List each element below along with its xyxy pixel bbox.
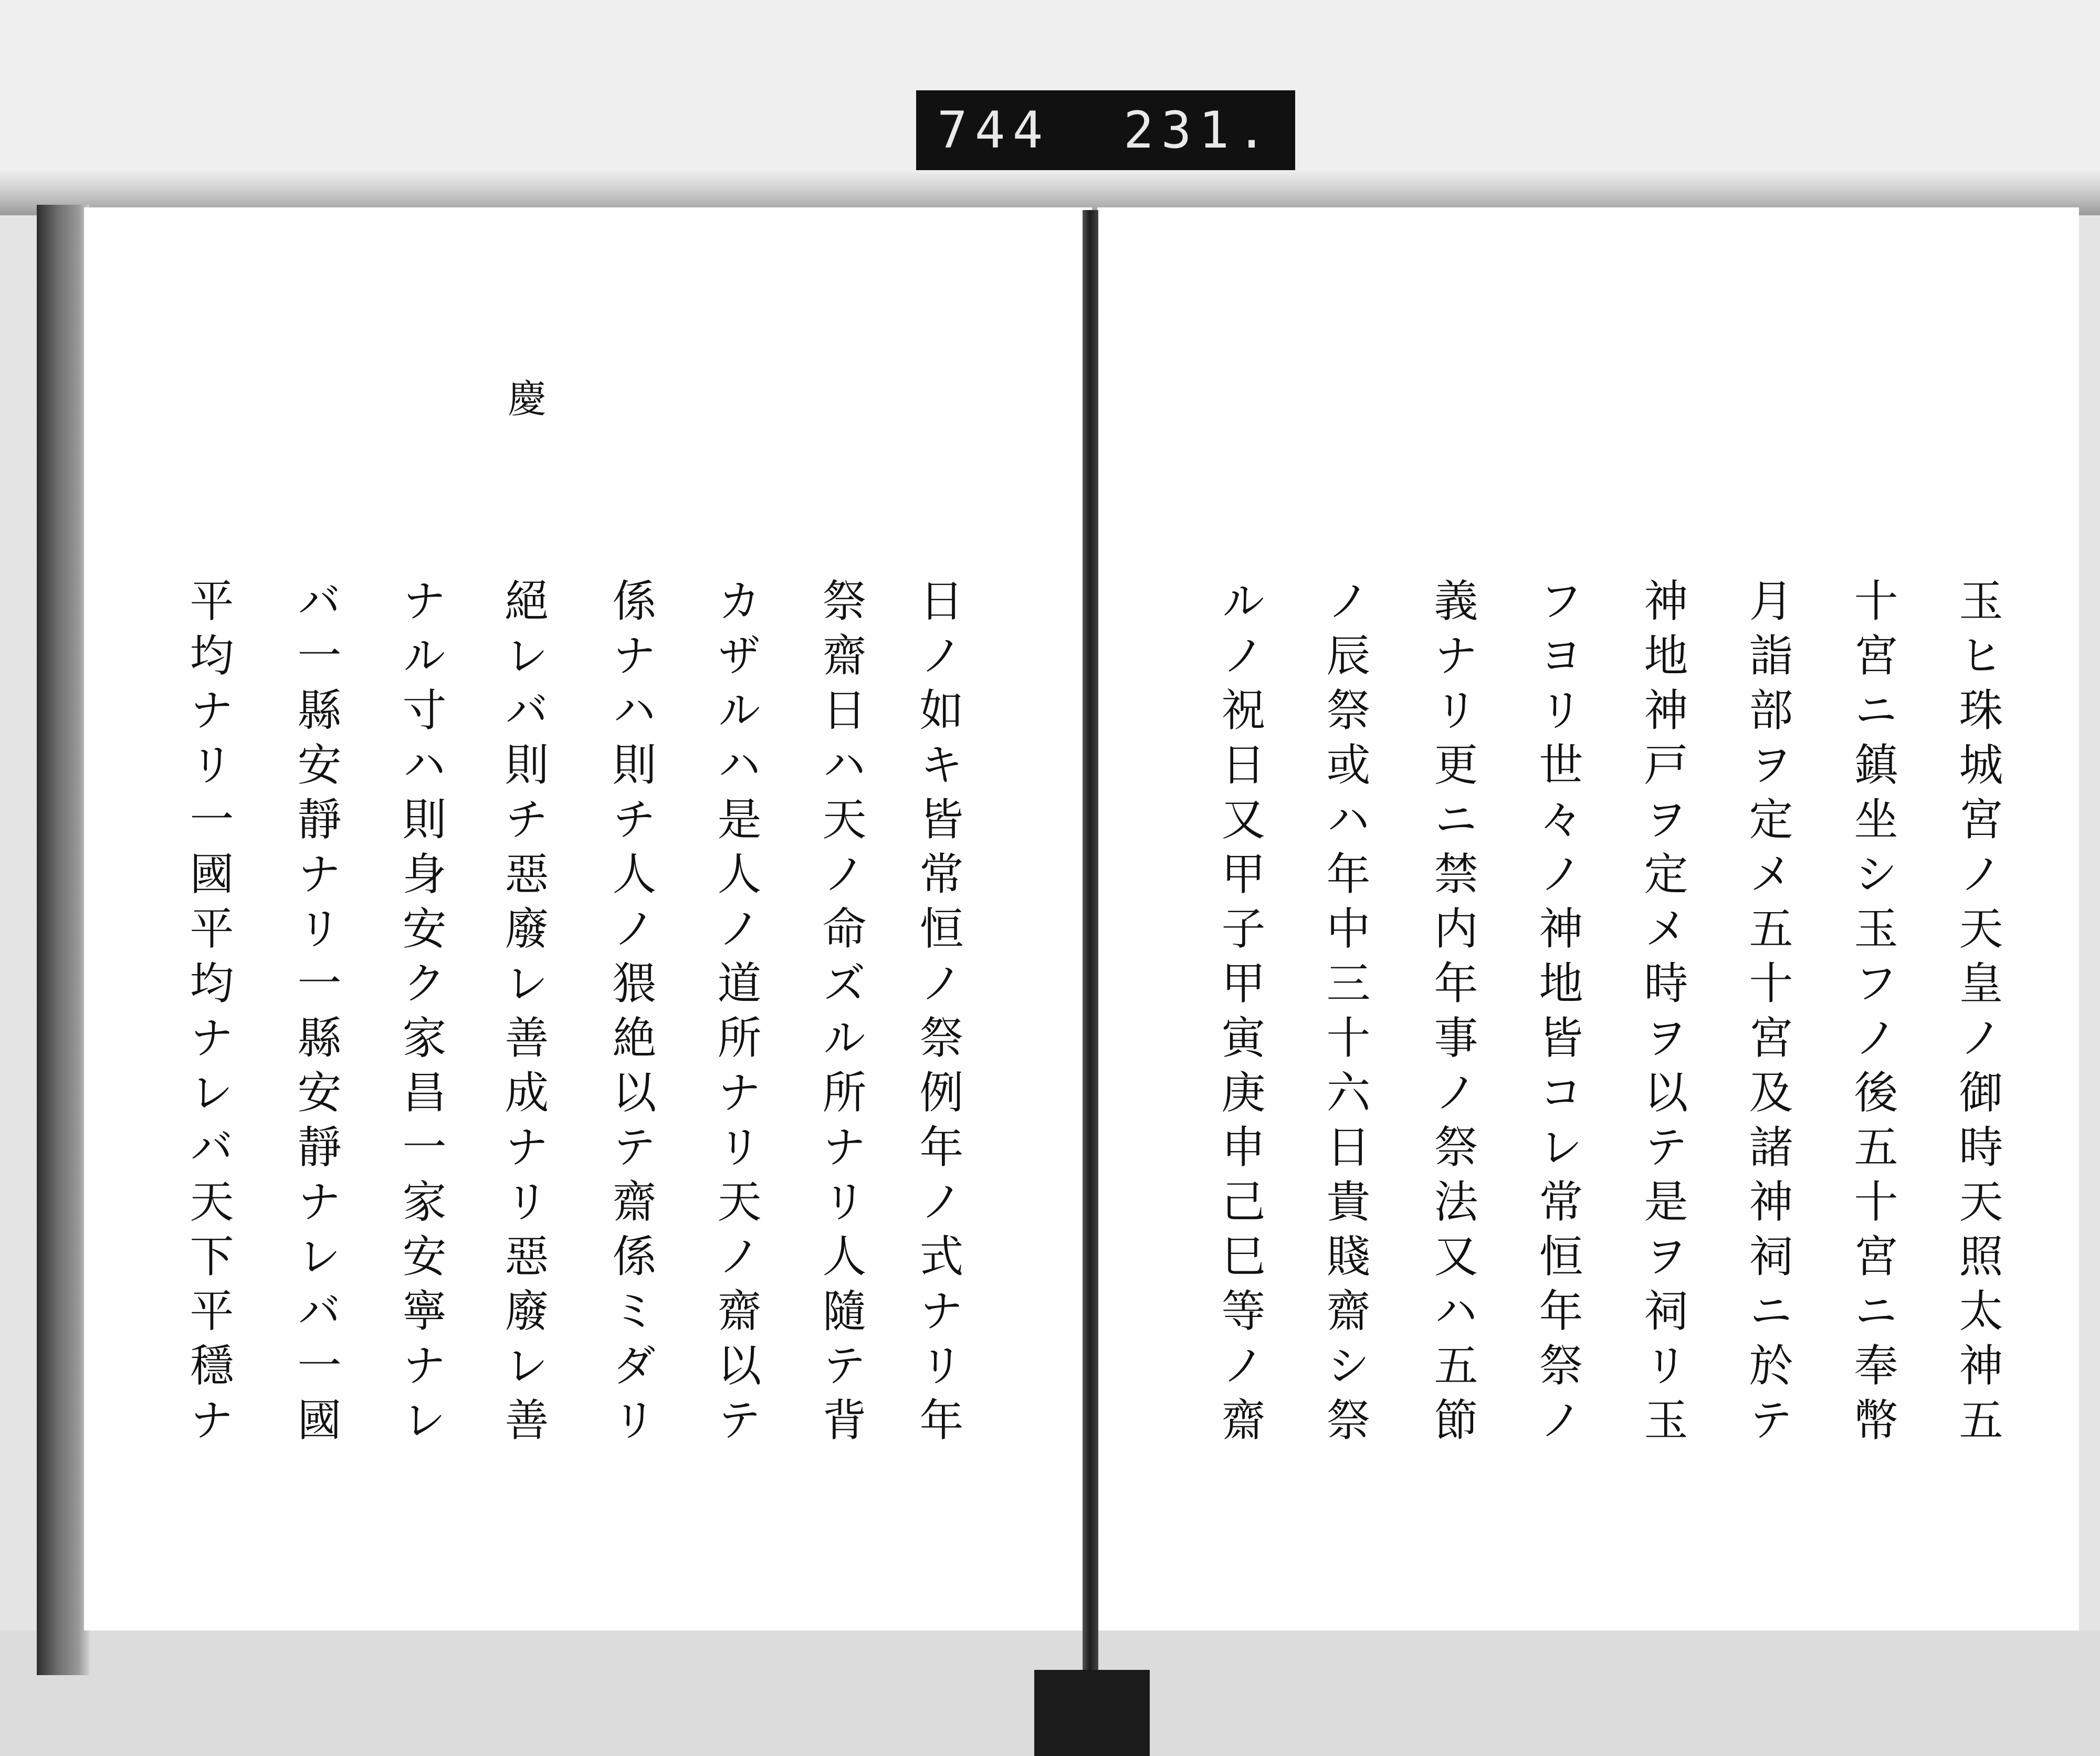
right-page-column: 十宮ニ鎮坐シ玉フノ後五十宮ニ奉幣 (1847, 578, 1898, 1451)
left-page-column: 係ナハ則チ人ノ猥絶以テ齋係ミダリ (605, 578, 657, 1451)
left-page-column: 絕レバ則チ惡廢レ善成ナリ惡廢レ善 (498, 578, 549, 1451)
left-page-heading: 慶 (501, 378, 547, 417)
frame-counter-left: 744 (937, 101, 1051, 160)
right-page-column: 玉ヒ珠城宮ノ天皇ノ御時天照太神五 (1952, 578, 2003, 1451)
left-page-column: 祭齋日ハ天ノ命ズル所ナリ人隨テ背 (815, 578, 867, 1451)
left-page-column: バ一縣安靜ナリ一縣安靜ナレバ一國 (290, 578, 342, 1451)
gutter-clip (1034, 1670, 1150, 1756)
right-page-column: ノ辰祭或ハ年中三十六日貴賤齋シ祭 (1319, 578, 1371, 1451)
left-page-column: 平均ナリ一國平均ナレバ天下平穩ナ (183, 578, 234, 1451)
right-page-column: 神地神戸ヲ定メ時ヲ以テ是ヲ祠リ玉 (1637, 578, 1688, 1451)
frame-counter-right: 231. (1123, 101, 1274, 160)
book-edge (37, 205, 89, 1675)
frame-counter (916, 90, 1295, 170)
left-page-column: カザルハ是人ノ道所ナリ天ノ齋以テ (710, 578, 762, 1451)
right-page-column: 月詣部ヲ定メ五十宮及諸神祠ニ於テ (1742, 578, 1793, 1451)
left-page-column: 日ノ如キ皆常恒ノ祭例年ノ式ナリ年 (912, 578, 964, 1451)
left-page-column: ナル寸ハ則身安ク家昌一家安寧ナレ (395, 578, 447, 1451)
right-page-column: ルノ祝日又甲子甲寅庚申己巳等ノ齋 (1214, 578, 1266, 1451)
book-gutter (1083, 210, 1098, 1670)
right-page-column: フヨリ世々ノ神地皆コレ常恒年祭ノ (1532, 578, 1583, 1451)
right-page-column: 義ナリ更ニ禁内年事ノ祭法又ハ五節 (1427, 578, 1478, 1451)
